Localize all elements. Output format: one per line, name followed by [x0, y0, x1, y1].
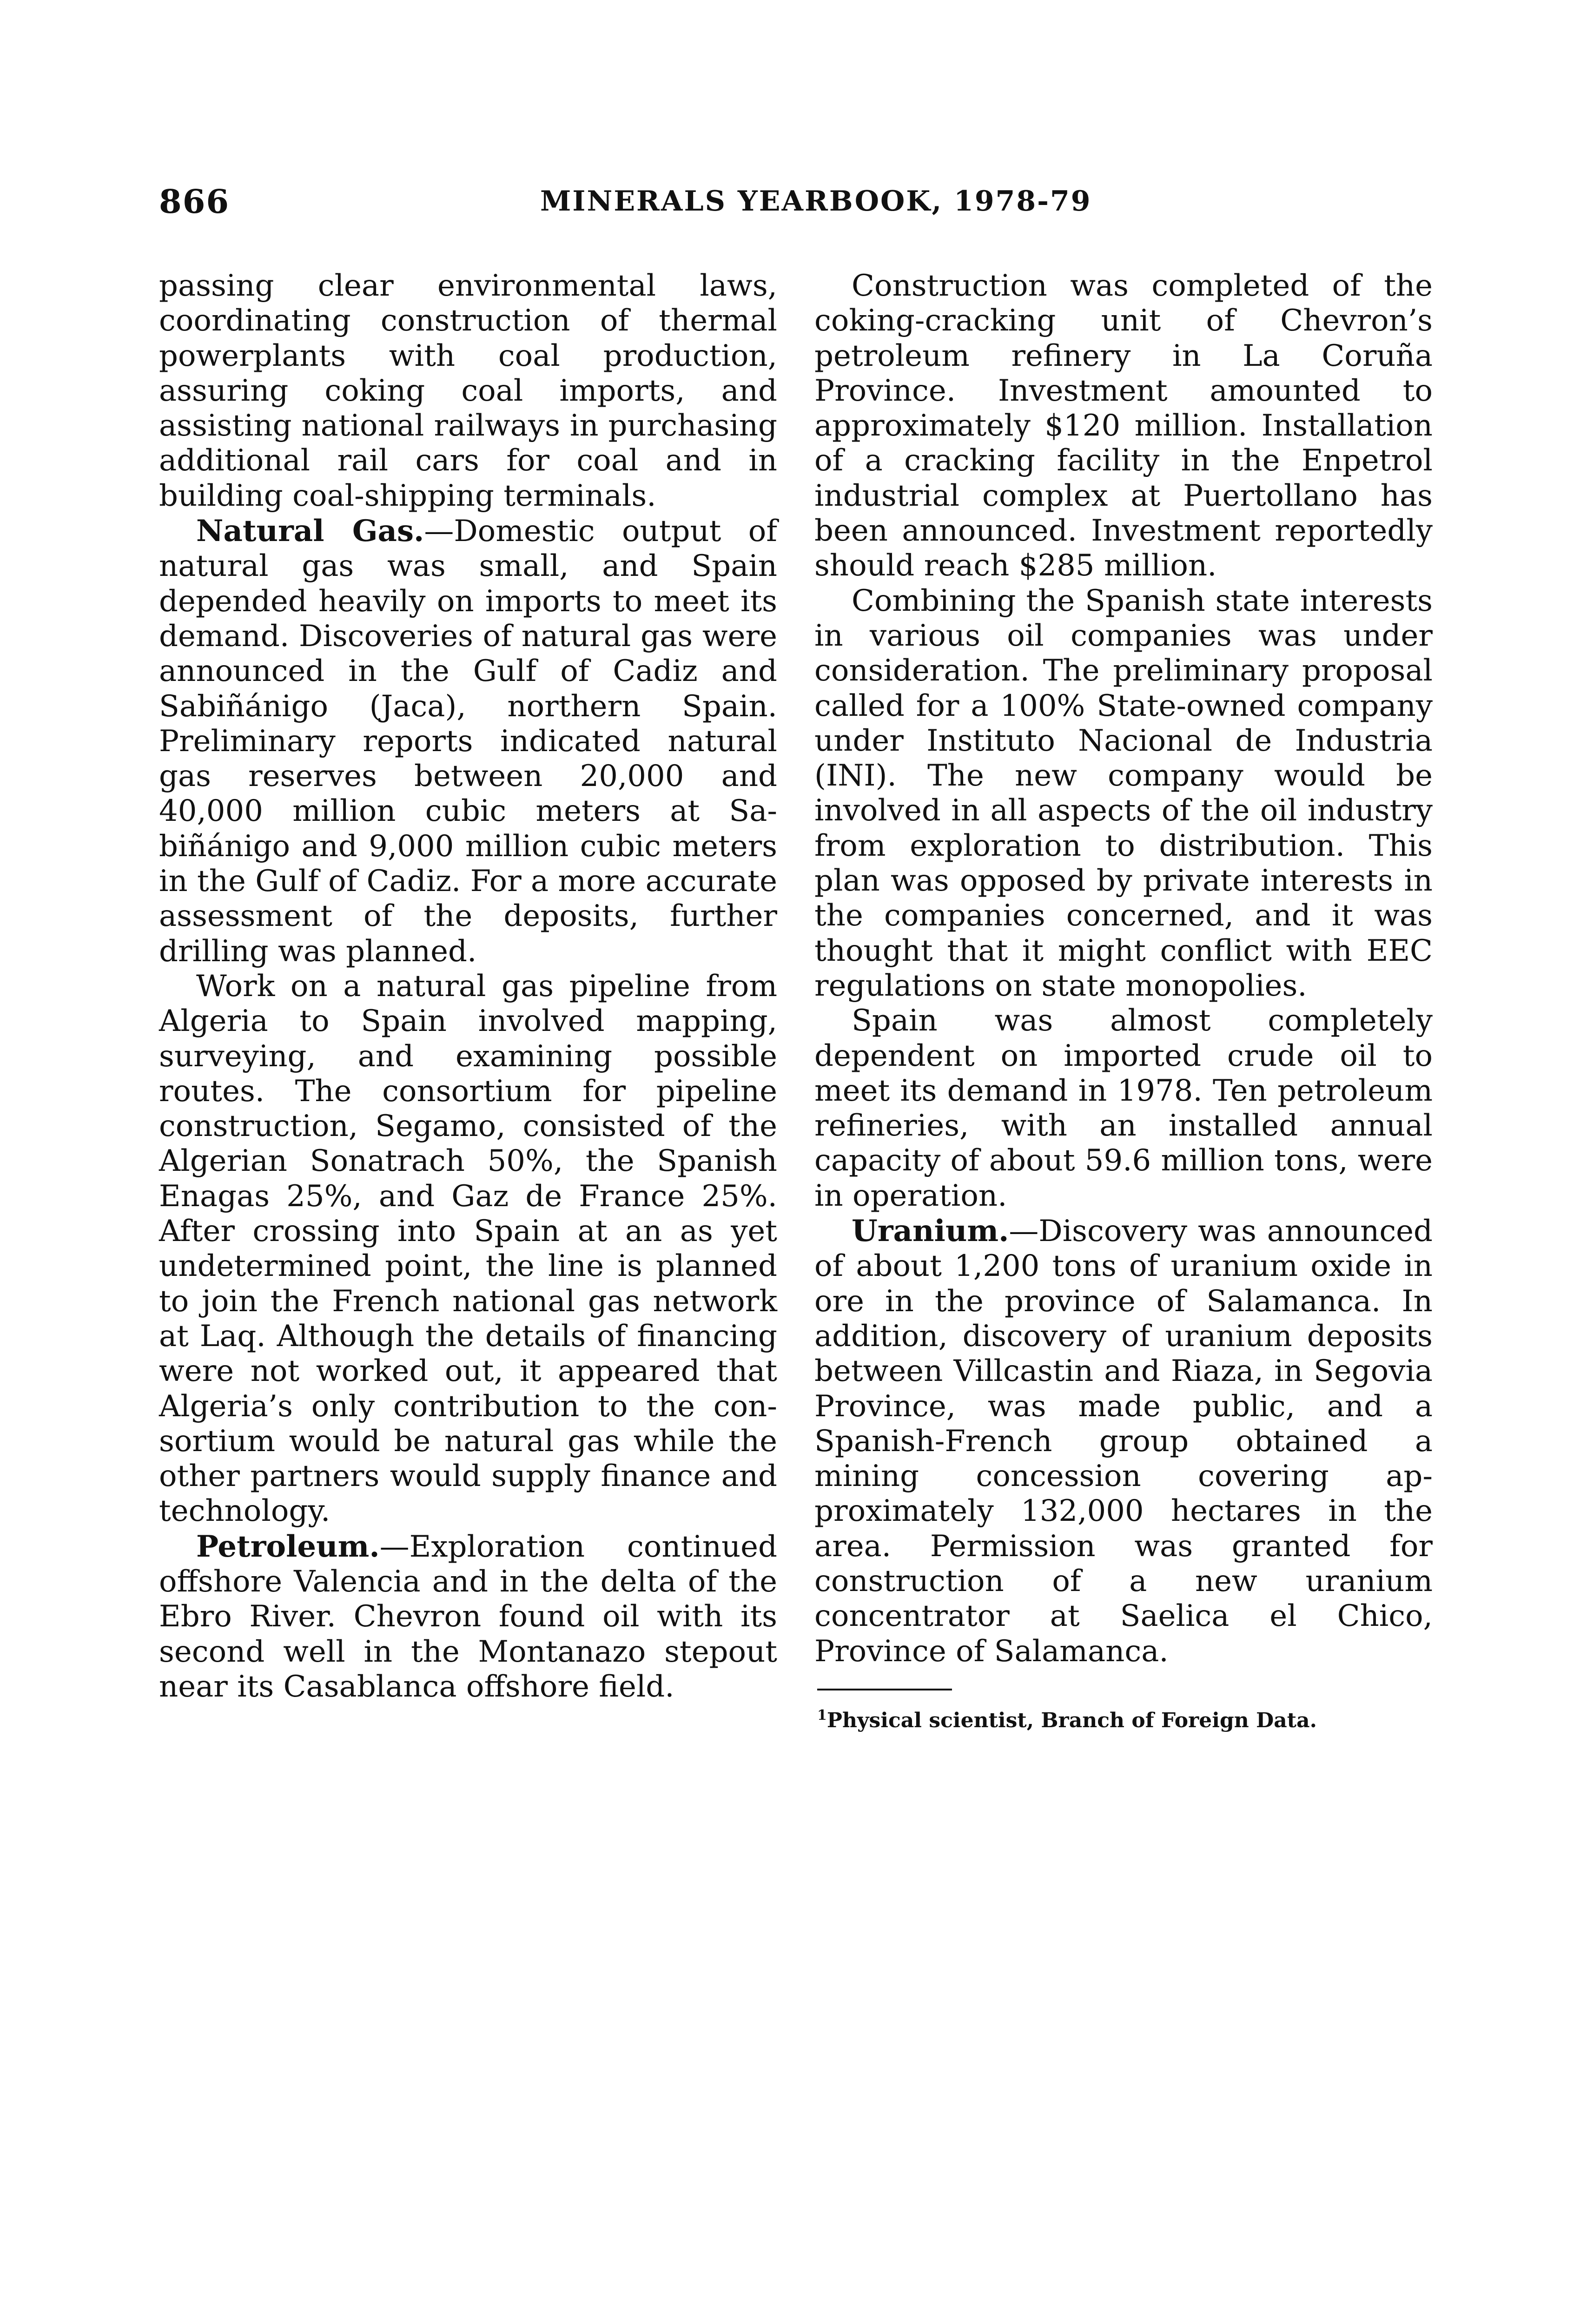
petroleum-text: —Exploration continued offshore Valencia and in the delta of the Ebro River. Chevron found oil with its second well in the Montanazo stepout near its Casablanca offshore field. [159, 1529, 777, 1704]
left-column [159, 269, 777, 1704]
paragraph-pipeline: Work on a natural gas pipeline from Algeria to Spain involved mapping, surveying, and examining possible routes. The consortium for pipeline construction, Segamo, consisted of the Algerian Sonatrach 50%, the Spanish Enagas 25%, and Gaz de France 25%. After crossing into Spain at an as yet undetermined point, the line is planned to join the French national gas network at Laq. Although the details of financing were not worked out, it appeared that Algeria’s only contribution to the consortium would be natural gas while the other partners would supply finance and technology. [159, 969, 777, 1529]
running-head [159, 182, 1434, 224]
paragraph-natural-gas [159, 514, 777, 969]
footnote-marker: 1 [817, 1707, 827, 1723]
section-heading-natural-gas: Natural Gas. [196, 514, 424, 549]
paragraph-petroleum [159, 1529, 777, 1704]
footnote-text: Physical scientist, Branch of Foreign Data. [826, 1708, 1317, 1732]
uranium-text: —Discovery was announced of about 1,200 tons of uranium oxide in ore in the province of Salamanca. In addition, discovery of uranium deposits between Villcastin and Riaza, in Segovia Province, was made public, and a Spanish-French group obtained a mining concession covering approximately 132,000 hectares in the area. Permission was granted for construction of a new uranium concentrator at Saelica el Chico, Province of Salamanca. [814, 1214, 1433, 1669]
section-heading-petroleum: Petroleum. [196, 1529, 380, 1564]
paragraph-coal-policy: passing clear environmental laws, coordinating construction of thermal powerplants with coal production, assuring coking coal imports, and assisting national railways in purchasing additional rail cars for coal and in building coal-shipping terminals. [159, 269, 777, 513]
paragraph-uranium [814, 1214, 1433, 1669]
footnote [817, 1703, 1433, 1734]
paragraph-state-interests: Combining the Spanish state interests in various oil companies was under consideration. The preliminary proposal called for a 100% State-owned company under Instituto Nacional de Industria (INI). The new company would be involved in all aspects of the oil industry from exploration to distribution. This plan was opposed by private interests in the companies concerned, and it was thought that it might conflict with EEC regulations on state monopolies. [814, 583, 1433, 1003]
right-column [814, 269, 1433, 1734]
section-heading-uranium: Uranium. [852, 1214, 1009, 1249]
natural-gas-text: —Domestic output of natural gas was small, and Spain depended heavily on imports to meet its demand. Discoveries of natural gas were announced in the Gulf of Cadiz and Sabiñánigo (Jaca), northern Spain. Preliminary reports indicated natural gas reserves between 20,000 and 40,000 million cubic meters at Sabiñánigo and 9,000 million cubic meters in the Gulf of Cadiz. For a more accurate assessment of the deposits, further drilling was planned. [159, 514, 778, 969]
running-title: MINERALS YEARBOOK, 1978-79 [540, 185, 1092, 218]
footnote-divider [817, 1689, 952, 1690]
paragraph-refinery-construction: Construction was completed of the coking-cracking unit of Chevron’s petroleum refinery in La Coruña Province. Investment amounted to approximately $120 million. Installation of a cracking facility in the Enpetrol industrial complex at Puertollano has been announced. Investment reportedly should reach $285 million. [814, 269, 1433, 583]
paragraph-crude-oil-dependence: Spain was almost completely dependent on imported crude oil to meet its demand in 1978. Ten petroleum refineries, with an installed annual capacity of about 59.6 million tons, were in operation. [814, 1004, 1433, 1213]
page-number: 866 [159, 182, 230, 221]
